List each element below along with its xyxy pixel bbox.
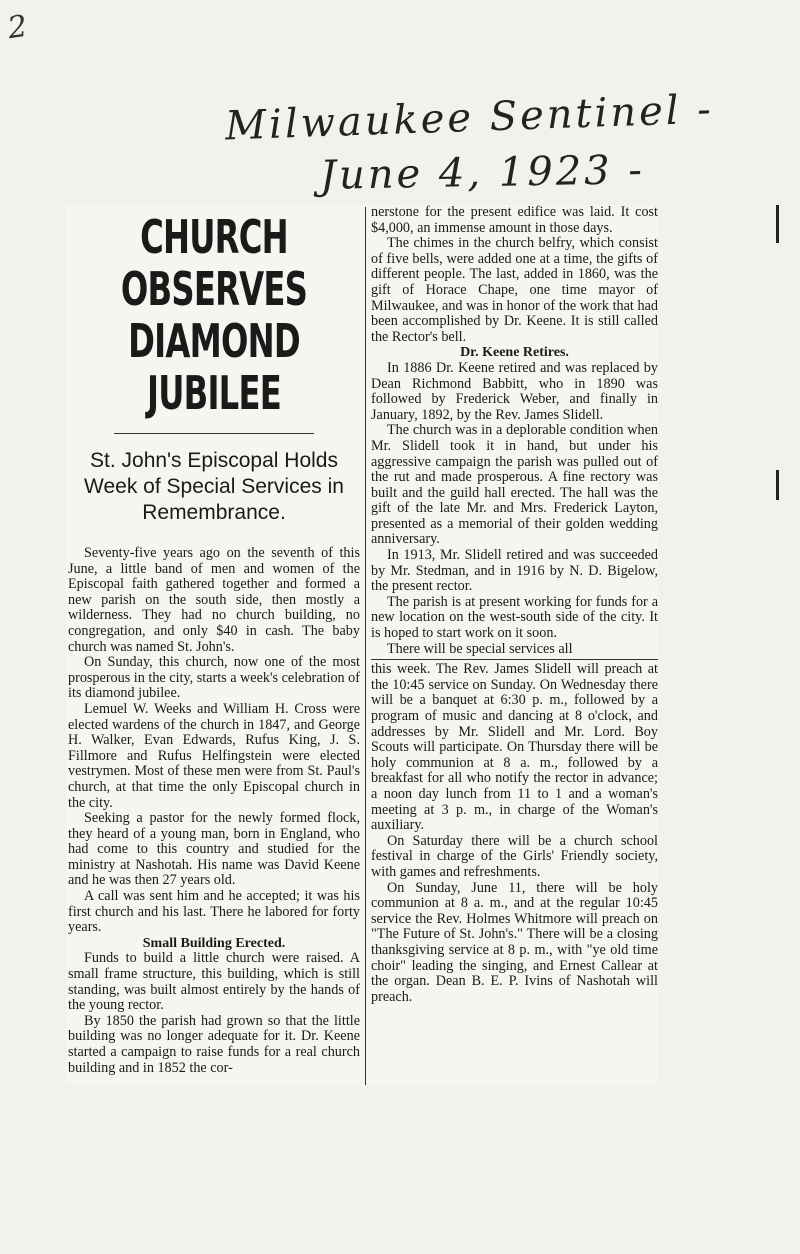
section-heading-keene-retires: Dr. Keene Retires. [460,345,569,361]
paragraph: this week. The Rev. James Slidell will preach at the 10:45 service on Sunday. On Wednesday there will be a banquet at 6:30 p. m., followed by a program of music and dancing at 8 o'clock, and addresses by Mr. Slidell and Mr. Lord. Boy Scouts will participate. On Thursday there will be holy communion at 8 a. m., followed by a breakfast for all who notify the rector in advance; a noon day lunch from 11 to 1 and a woman's meeting at 3 p. m., in charge of the Woman's auxiliary. [371,661,658,834]
handwritten-source: Milwaukee Sentinel - [224,86,715,150]
paragraph: Funds to build a little church were raised. A small frame structure, this building, which is still standing, was built almost entirely by the hands of the young rector. [68,950,360,1014]
headline-line-1: CHURCH OBSERVES [120,210,308,316]
paragraph: The parish is at present working for funds for a new location on the west-south side of the city. It is hoped to start work on it soon. [371,593,658,642]
paragraph: In 1913, Mr. Slidell retired and was succeeded by Mr. Stedman, and in 1916 by N. D. Bigelow, the present rector. [371,547,658,595]
right-column [371,205,658,1085]
headline-divider [114,433,314,434]
paragraph: A call was sent him and he accepted; it was his first church and his last. There he labored for forty years. [68,888,360,936]
paragraph: There will be special services all [387,640,573,657]
paragraph: The chimes in the church belfry, which consist of five bells, were added one at a time, the gifts of different people. The last, added in 1860, was the gift of Horace Chape, one time mayor of Milwaukee, and was in honor of the work that had been accomplished by Dr. Keene. It is still called the Rector's bell. [371,235,658,345]
paragraph: On Saturday there will be a church school festival in charge of the Girls' Friendly society, with games and refreshments. [371,832,658,880]
handwritten-date: June 4, 1923 - [319,147,646,199]
column-divider [365,207,366,1085]
paragraph: In 1886 Dr. Keene retired and was replaced by Dean Richmond Babbitt, who in 1890 was followed by Frederick Weber, and finally in January, 1892, by the Rev. James Slidell. [371,359,658,423]
paragraph: On Sunday, this church, now one of the most prosperous in the city, starts a week's celebration of its diamond jubilee. [68,654,360,702]
headline [72,211,356,419]
edge-mark [776,470,779,500]
newspaper-clipping [66,205,658,1085]
column-break-rule [371,659,658,660]
edge-mark [776,205,779,243]
paragraph: Seeking a pastor for the newly formed flock, they heard of a young man, born in England, who had come to this country and studied for the ministry at Nashotah. His name was David Keene and he was then 27 years old. [68,810,360,889]
paragraph: The church was in a deplorable condition when Mr. Slidell took it in hand, but under his aggressive campaign the parish was pulled out of the rut and made prosperous. A fine rectory was built and the guild hall erected. The hall was the gift of the late Mr. and Mrs. Frederick Layton, presented as a memorial of their golden wedding anniversary. [371,422,658,548]
paragraph: Seventy-five years ago on the seventh of this June, a little band of men and women of the Episcopal faith gathered together and formed a new parish on the south side, then mostly a wilderness. They had no church building, no congregation, and only $40 in cash. The baby church was named St. John's. [68,545,360,655]
paragraph: By 1850 the parish had grown so that the little building was no longer adequate for it. Dr. Keene started a campaign to raise funds for a real church building and in 1852 the cor- [68,1012,360,1076]
paragraph: nerstone for the present edifice was laid. It cost $4,000, an immense amount in those days. [371,205,658,236]
paragraph: Lemuel W. Weeks and William H. Cross were elected wardens of the church in 1847, and George H. Walker, Evan Edwards, Rufus King, J. S. Fillmore and Rufus Helfingstein were elected vestrymen. Most of these men were from St. Paul's church, at that time the only Episcopal church in the city. [68,700,360,811]
section-heading-small-building: Small Building Erected. [142,935,286,951]
page-number-mark: 2 [5,8,30,47]
left-column [68,205,360,1085]
paragraph: On Sunday, June 11, there will be holy communion at 8 a. m., and at the regular 10:45 service the Rev. Holmes Whitmore will preach on "The Future of St. John's." There will be a closing thanksgiving service at 8 p. m., with "ye old time choir" leading the singing, and Ernest Callear at the organ. Dean B. E. P. Ivins of Nashotah will preach. [371,879,658,1005]
headline-line-2: DIAMOND JUBILEE [128,314,300,420]
subheadline: St. John's Episcopal Holds Week of Special Services in Remembrance. [84,449,344,524]
